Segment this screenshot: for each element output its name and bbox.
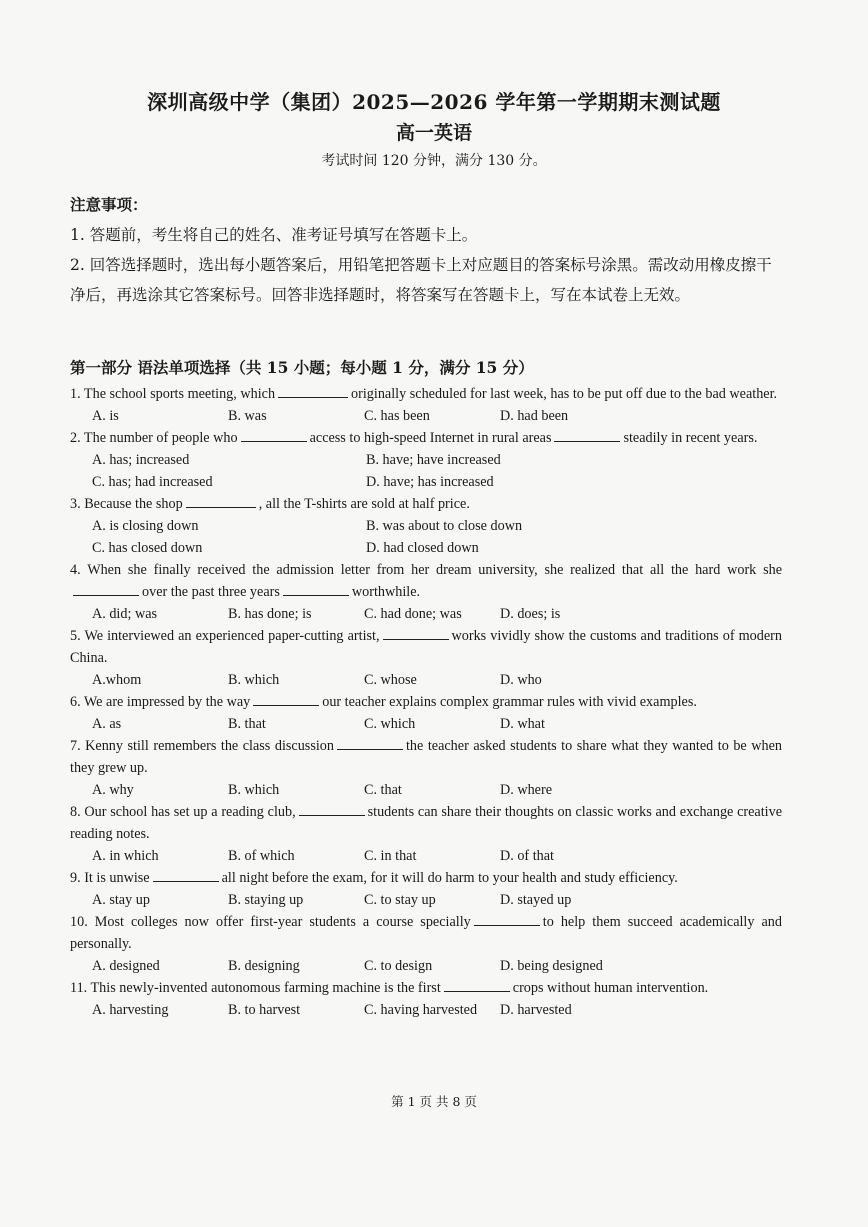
answer-blank [153, 869, 219, 882]
question-list [70, 383, 782, 1021]
option-d: D. of that [500, 848, 554, 864]
option-d: D. what [500, 716, 545, 732]
question-stem: 1. The school sports meeting, which originally scheduled for last week, has to be put off due to the bad weather. [70, 386, 778, 402]
option-d: D. who [500, 672, 542, 688]
option-b: B. staying up [228, 892, 304, 908]
question-5 [70, 625, 782, 691]
option-c: C. which [364, 716, 416, 732]
option-c: C. that [364, 782, 402, 798]
option-c: C. whose [364, 672, 417, 688]
option-a: A. did; was [92, 606, 158, 622]
question-stem: 5. We interviewed an experienced paper-cutting artist, works vividly show the customs and traditions of modern China. [70, 628, 782, 666]
question-4 [70, 559, 782, 625]
question-7 [70, 735, 782, 801]
answer-blank [241, 429, 307, 442]
question-10 [70, 911, 782, 977]
question-stem: 2. The number of people who access to high-speed Internet in rural areas steadily in recent years. [70, 430, 758, 446]
option-d: D. does; is [500, 606, 561, 622]
option-list [70, 889, 782, 911]
note-item-2: 2. 回答选择题时，选出每小题答案后，用铅笔把答题卡上对应题目的答案标号涂黑。需改动用橡皮擦干净后，再选涂其它答案标号。回答非选择题时，将答案写在答题卡上，写在本试卷上无效。 [70, 256, 772, 304]
answer-blank [283, 583, 349, 596]
question-stem: 11. This newly-invented autonomous farming machine is the first crops without human intervention. [70, 980, 709, 996]
option-list [70, 845, 782, 867]
notes-title: 注意事项： [70, 195, 148, 214]
option-b: B. has done; is [228, 606, 312, 622]
option-list [70, 669, 782, 691]
question-11 [70, 977, 782, 1021]
question-3 [70, 493, 782, 559]
option-list [70, 779, 782, 801]
option-a: A. is closing down [92, 518, 199, 534]
option-a: A. harvesting [92, 1002, 169, 1018]
option-d: D. where [500, 782, 552, 798]
question-1 [70, 383, 782, 427]
option-b: B. was about to close down [366, 518, 523, 534]
option-list [70, 713, 782, 735]
notes-section [70, 190, 782, 310]
option-c: C. having harvested [364, 1002, 478, 1018]
option-b: B. to harvest [228, 1002, 301, 1018]
option-a: A. in which [92, 848, 159, 864]
question-2 [70, 427, 782, 493]
option-a: A. why [92, 782, 134, 798]
option-b: B. designing [228, 958, 300, 974]
option-list [70, 515, 782, 559]
option-c: C. to stay up [364, 892, 436, 908]
option-list [70, 999, 782, 1021]
question-6 [70, 691, 782, 735]
option-a: A. designed [92, 958, 160, 974]
option-d: D. had been [500, 408, 569, 424]
answer-blank [444, 979, 510, 992]
option-c: C. has closed down [92, 540, 203, 556]
option-list [70, 449, 782, 493]
option-b: B. of which [228, 848, 295, 864]
exam-subject: 高一英语 [395, 122, 472, 144]
option-d: D. had closed down [366, 540, 479, 556]
option-c: C. to design [364, 958, 433, 974]
page-number: 第 1 页 共 8 页 [391, 1094, 477, 1109]
answer-blank [73, 583, 139, 596]
option-b: B. was [228, 408, 267, 424]
question-stem: 9. It is unwise all night before the exam, for it will do harm to your health and study efficiency. [70, 870, 678, 886]
answer-blank [278, 385, 348, 398]
option-d: D. stayed up [500, 892, 572, 908]
exam-title: 深圳高级中学（集团）2025—2026 学年第一学期期末测试题 [147, 90, 721, 114]
option-a: A. has; increased [92, 452, 190, 468]
question-8 [70, 801, 782, 867]
question-stem: 4. When she finally received the admission letter from her dream university, she realized that all the hard work she over the past three years worthwhile. [70, 562, 782, 600]
answer-blank [186, 495, 256, 508]
option-a: A. is [92, 408, 119, 424]
part1-title: 第一部分 语法单项选择（共 15 小题；每小题 1 分，满分 15 分） [70, 358, 534, 377]
option-d: D. being designed [500, 958, 603, 974]
option-a: A. as [92, 716, 122, 732]
option-b: B. which [228, 672, 280, 688]
option-c: C. in that [364, 848, 417, 864]
option-list [70, 955, 782, 977]
answer-blank [383, 627, 449, 640]
answer-blank [554, 429, 620, 442]
question-stem: 3. Because the shop , all the T-shirts are sold at half price. [70, 496, 470, 512]
option-b: B. that [228, 716, 266, 732]
question-9 [70, 867, 782, 911]
exam-info: 考试时间 120 分钟，满分 130 分。 [321, 153, 547, 169]
option-list [70, 405, 782, 427]
answer-blank [337, 737, 403, 750]
question-stem: 7. Kenny still remembers the class discussion the teacher asked students to share what they wanted to be when they grew up. [70, 738, 782, 776]
answer-blank [474, 913, 540, 926]
answer-blank [253, 693, 319, 706]
question-stem: 8. Our school has set up a reading club, students can share their thoughts on classic works and exchange creative reading notes. [70, 804, 782, 842]
note-item-1: 1. 答题前，考生将自己的姓名、准考证号填写在答题卡上。 [70, 226, 478, 244]
option-a: A. stay up [92, 892, 150, 908]
option-b: B. have; have increased [366, 452, 501, 468]
option-c: C. had done; was [364, 606, 462, 622]
option-d: D. harvested [500, 1002, 572, 1018]
option-d: D. have; has increased [366, 474, 494, 490]
option-a: A.whom [92, 672, 142, 688]
option-b: B. which [228, 782, 280, 798]
option-c: C. has; had increased [92, 474, 213, 490]
option-list [70, 603, 782, 625]
answer-blank [299, 803, 365, 816]
question-stem: 6. We are impressed by the way our teacher explains complex grammar rules with vivid examples. [70, 694, 697, 710]
option-c: C. has been [364, 408, 430, 424]
question-stem: 10. Most colleges now offer first-year students a course specially to help them succeed academically and personally. [70, 914, 782, 952]
